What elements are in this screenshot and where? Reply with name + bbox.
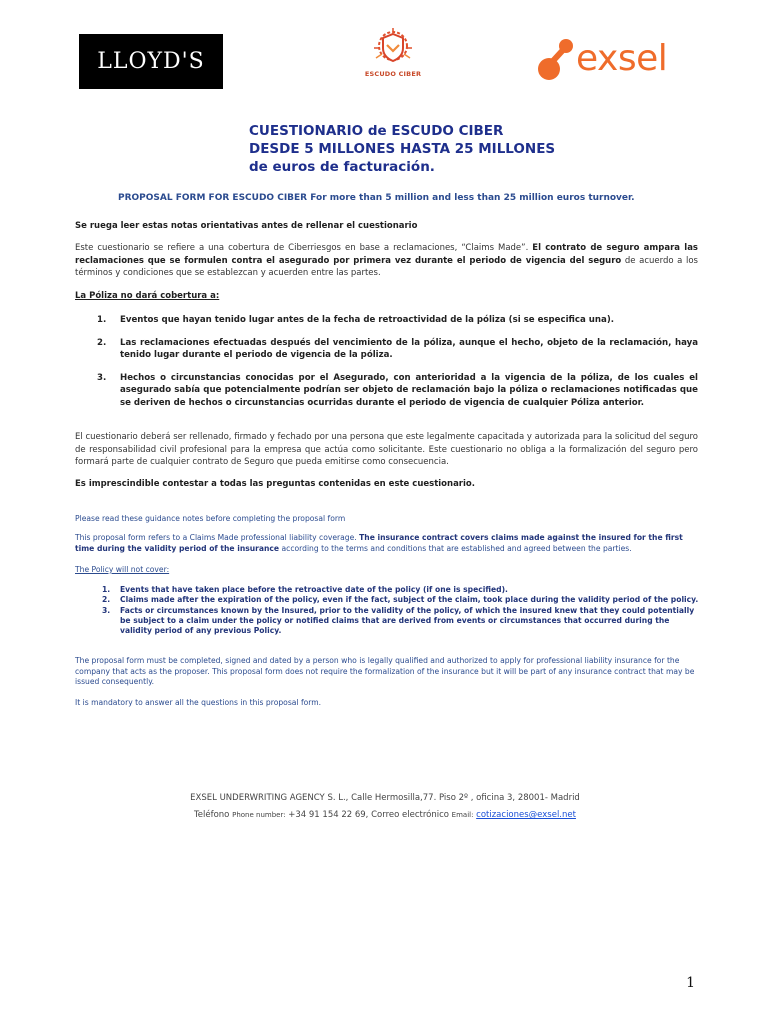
- footer-address: EXSEL UNDERWRITING AGENCY S. L., Calle Hermosilla,77. Piso 2º , oficina 3, 28001- Madrid: [190, 793, 580, 803]
- list-item: [75, 606, 700, 637]
- es-intro-b: El contrato de seguro ampara las reclamaciones que se formulen contra el asegurado por primera vez durante el periodo de vigencia del seguro: [75, 243, 698, 266]
- en-intro-c: according to the terms and conditions that are established and agreed between the parties.: [279, 543, 632, 553]
- en-intro-paragraph: [75, 533, 700, 554]
- exsel-logo-text: exsel: [576, 38, 668, 79]
- page-number: 1: [686, 975, 695, 991]
- footer-contact: [0, 810, 770, 820]
- en-completion-paragraph: The proposal form must be completed, signed and dated by a person who is legally qualified and authorized to apply for professional liability insurance for the company that acts as the proposer. This proposal form does not require the formalization of the insurance but it will be part of any insurance contract that may be issued consequently.: [75, 656, 695, 686]
- list-item-text: Claims made after the expiration of the policy, even if the fact, subject of the claim, took place during the validity period of the policy.: [120, 595, 699, 605]
- list-item: [75, 595, 700, 605]
- es-guidance-notice: Se ruega leer estas notas orientativas antes de rellenar el cuestionario: [75, 221, 418, 231]
- en-intro-a: This proposal form refers to a Claims Made professional liability coverage.: [75, 533, 360, 542]
- list-item-text: Facts or circumstances known by the Insured, prior to the validity of the policy, of which the insured knew that they could potentially be subject to a claim under the policy or notified claims that are derived from events or circumstances that occurred during the validity period of any previous Policy.: [120, 605, 695, 636]
- document-title: [249, 122, 555, 176]
- footer-phone: +34 91 154 22 69, Correo electrónico: [285, 810, 452, 820]
- es-intro-a: Este cuestionario se refiere a una cobertura de Ciberriesgos en base a reclamaciones, “Claims Made”.: [75, 243, 533, 253]
- lloyds-logo: [79, 34, 223, 89]
- footer-phone-label: Teléfono: [194, 810, 230, 820]
- list-item-number: 3.: [102, 605, 111, 615]
- list-item-number: 1.: [102, 585, 111, 594]
- es-intro-paragraph: [75, 242, 698, 280]
- title-line-1: CUESTIONARIO de ESCUDO CIBER: [249, 123, 504, 139]
- en-mandatory-note: It is mandatory to answer all the questions in this proposal form.: [75, 698, 322, 707]
- en-guidance-notice: Please read these guidance notes before completing the proposal form: [75, 514, 346, 523]
- proposal-form-title: PROPOSAL FORM FOR ESCUDO CIBER For more than 5 million and less than 25 million euros turnover.: [118, 193, 635, 203]
- footer-email-label-en: Email:: [451, 811, 474, 819]
- title-line-2: DESDE 5 MILLONES HASTA 25 MILLONES: [249, 141, 556, 157]
- en-exclusions-list: [75, 585, 700, 636]
- exsel-logo: [536, 36, 686, 86]
- title-line-3: de euros de facturación.: [249, 159, 435, 175]
- es-completion-paragraph: El cuestionario deberá ser rellenado, firmado y fechado por una persona que este legalmente capacitada y autorizada para la solicitud del seguro de responsabilidad civil profesional para la empresa que actúa como solicitante. Este cuestionario no obliga a la formalización del seguro pero formará parte de cualquier contrato de Seguro que pueda emitirse como consecuencia.: [75, 432, 698, 467]
- en-exclusions-heading: The Policy will not cover:: [75, 565, 170, 574]
- es-exclusions-list: [75, 314, 698, 419]
- list-item-text: Hechos o circunstancias conocidas por el Asegurado, con anterioridad a la vigencia de la póliza, de los cuales el asegurado sabía que potencialmente podrían ser objeto de reclamación bajo la póliza o reclamaciones notificadas que se deriven de hechos o circunstancias ocurridas durante el periodo de vigencia de cualquier Póliza anterior.: [120, 372, 698, 408]
- list-item: [75, 314, 698, 327]
- exsel-dots-icon: [536, 36, 578, 82]
- email-link[interactable]: cotizaciones@exsel.net: [476, 810, 576, 820]
- lloyds-logo-text: LLOYD'S: [97, 49, 205, 74]
- escudo-ciber-logo: [355, 26, 431, 88]
- list-item-text: Las reclamaciones efectuadas después del vencimiento de la póliza, aunque el hecho, objeto de la reclamación, haya tenido lugar durante el periodo de vigencia de la póliza.: [120, 337, 698, 360]
- list-item-text: Events that have taken place before the retroactive date of the policy (if one is specified).: [120, 585, 508, 594]
- es-mandatory-note: Es imprescindible contestar a todas las preguntas contenidas en este cuestionario.: [75, 479, 475, 489]
- es-exclusions-heading: La Póliza no dará cobertura a:: [75, 291, 220, 301]
- list-item: [75, 585, 700, 595]
- list-item: [75, 372, 698, 410]
- en-intro-b: The insurance contract covers claims made against the insured for the first time during the validity period of the insurance: [75, 533, 683, 553]
- list-item-number: 2.: [102, 595, 111, 605]
- footer-phone-label-en: Phone number:: [232, 811, 286, 819]
- escudo-logo-text: ESCUDO CIBER: [364, 70, 422, 78]
- list-item: [75, 337, 698, 362]
- list-item-number: 2.: [97, 337, 107, 348]
- list-item-number: 1.: [97, 315, 107, 325]
- shield-icon: [370, 26, 416, 72]
- es-intro-c: de acuerdo a los términos y condiciones que se establezcan y acuerden entre las partes.: [75, 255, 698, 278]
- list-item-number: 3.: [97, 372, 107, 383]
- list-item-text: Eventos que hayan tenido lugar antes de la fecha de retroactividad de la póliza (si se especifica una).: [120, 315, 615, 325]
